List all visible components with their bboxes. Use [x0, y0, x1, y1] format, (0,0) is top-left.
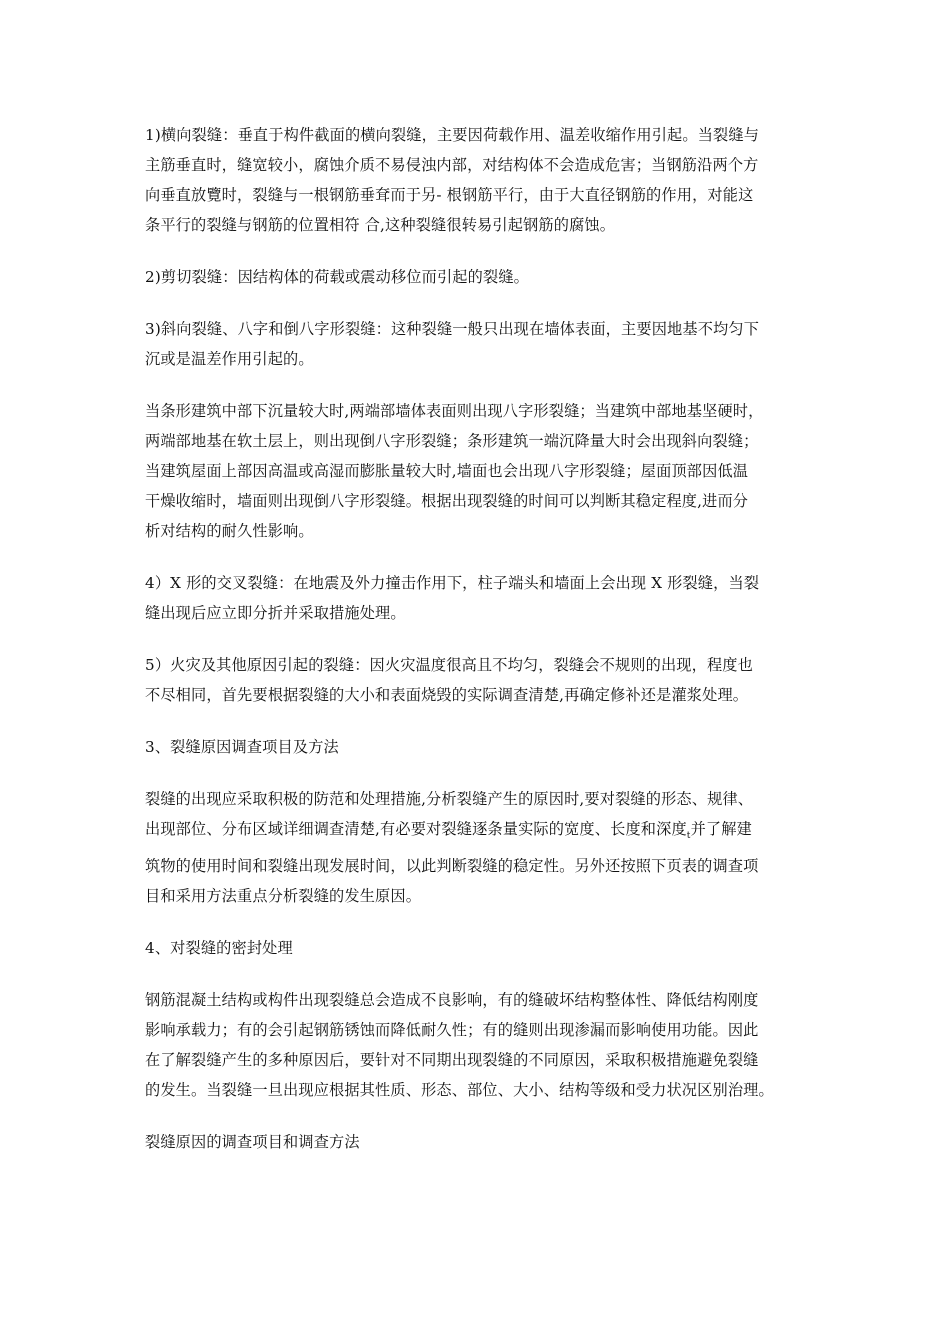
text-line: 影响承载力；有的会引起钢筋锈蚀而降低耐久性；有的缝则出现渗漏而影响使用功能。因此 [145, 1021, 759, 1039]
paragraph-settlement-explanation [145, 396, 810, 546]
text-line: 钢筋混凝土结构或构件出现裂缝总会造成不良影响，有的缝破坏结构整体性、降低结构刚度 [145, 991, 759, 1009]
text-line: 1)横向裂缝：垂直于构件截面的横向裂缝，主要因荷载作用、温差收缩作用引起。当裂缝与 [145, 126, 760, 144]
text-line: 缝出现后应立即分折并采取措施处理。 [145, 604, 406, 622]
section-heading-sealing [145, 933, 810, 963]
text-line: 当建筑屋面上部因高温或高湿而膨胀量较大时,墙面也会出现八字形裂缝；屋面顶部因低温 [145, 462, 749, 480]
text-line: 4）X 形的交叉裂缝：在地震及外力撞击作用下，柱子端头和墙面上会出现 X 形裂缝，当裂 [145, 574, 760, 592]
paragraph-transverse-cracks [145, 120, 810, 240]
paragraph-sealing [145, 985, 810, 1105]
text-line: 裂缝的出现应采取积极的防范和处理措施,分析裂缝产生的原因时,要对裂缝的形态、规律、 [145, 790, 754, 808]
paragraph-investigation [145, 784, 810, 911]
text-segment: 出现部位、分布区域详细调查清楚,有必要对裂缝逐条量实际的宽度、长度和深度 [145, 820, 687, 838]
paragraph-fire-cracks [145, 650, 810, 710]
text-line: 沉或是温差作用引起的。 [145, 350, 314, 368]
text-line: 主筋垂直时，缝宽较小，腐蚀介质不易侵浊内部，对结构体不会造成危害；当钢筋沿两个方 [145, 156, 759, 174]
text-line: 不尽相同，首先要根据裂缝的大小和表面烧毁的实际调查清楚,再确定修补还是灌浆处理。 [145, 686, 749, 704]
heading-text: 3、裂缝原因调查项目及方法 [145, 738, 339, 756]
paragraph-x-cracks [145, 568, 810, 628]
subscript-mark: t [686, 831, 691, 841]
text-line: 干燥收缩时，墙面则出现倒八字形裂缝。根据出现裂缝的时间可以判断其稳定程度,进而分 [145, 492, 749, 510]
heading-text: 4、对裂缝的密封处理 [145, 939, 293, 957]
text-line: 向垂直放覽时，裂缝与一根钢筋垂耷而于另- 根钢筋平行，由于大直径钢筋的作用，对能这 [145, 186, 754, 204]
text-line: 在了解裂缝产生的多种原因后，要针对不同期出现裂缝的不同原因，采取积极措施避免裂缝 [145, 1051, 759, 1069]
text-line: 2)剪切裂缝：因结构体的荷载或震动移位而引起的裂缝。 [145, 268, 529, 286]
text-line: 析对结构的耐久性影响。 [145, 522, 314, 540]
document-body [145, 120, 810, 1179]
text-line: 条平行的裂缝与钢筋的位置相符 合,这种裂缝很转易引起钢筋的腐蚀。 [145, 216, 616, 234]
text-segment: 并了解建 [690, 820, 752, 838]
text-line [145, 814, 810, 851]
text-line: 的发生。当裂缝一旦出现应根据其性质、形态、部位、大小、结构等级和受力状况区别治理。 [145, 1081, 774, 1099]
text-line: 目和采用方法重点分析裂缝的发生原因。 [145, 887, 422, 905]
caption-investigation-table [145, 1127, 810, 1157]
text-line: 5）火灾及其他原因引起的裂缝：因火灾温度很高且不均匀，裂缝会不规则的出现，程度也 [145, 656, 753, 674]
text-line: 两端部地基在软土层上，则出现倒八字形裂缝；条形建筑一端沉降量大时会出现斜向裂缝； [145, 432, 759, 450]
caption-text: 裂缝原因的调查项目和调查方法 [145, 1133, 360, 1151]
paragraph-shear-cracks [145, 262, 810, 292]
section-heading-investigation [145, 732, 810, 762]
text-line: 3)斜向裂缝、八字和倒八字形裂缝：这种裂缝一般只出现在墙体表面，主要因地基不均匀下 [145, 320, 760, 338]
text-line: 当条形建筑中部下沉量较大时,两端部墙体表面则出现八字形裂缝；当建筑中部地基坚硬时， [145, 402, 764, 420]
text-line: 筑物的使用时间和裂缝出现发展时间，以此判断裂缝的稳定性。另外还按照下页表的调查项 [145, 857, 759, 875]
paragraph-diagonal-cracks [145, 314, 810, 374]
